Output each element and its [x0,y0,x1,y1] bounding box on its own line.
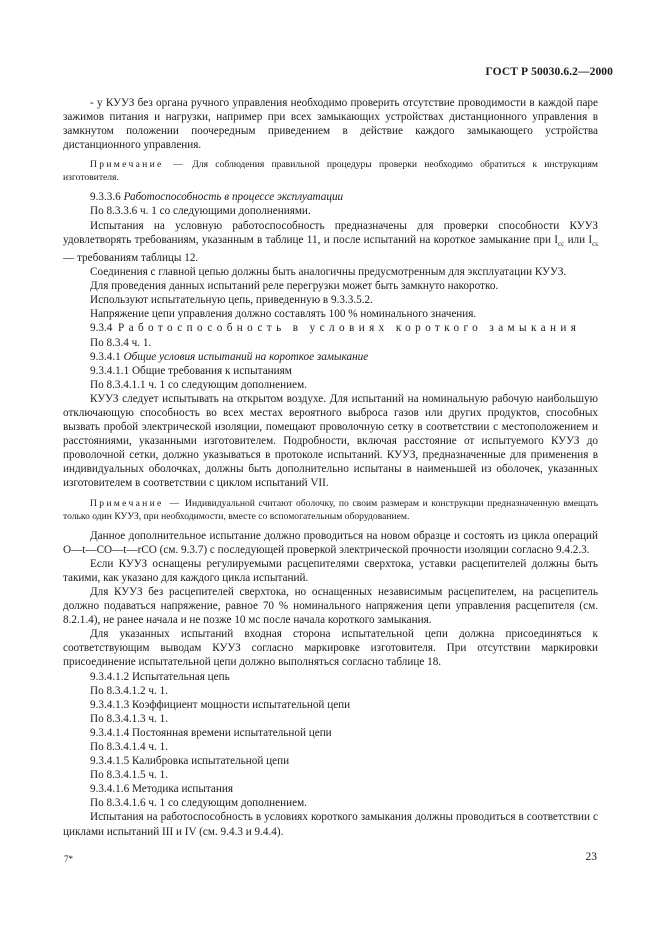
text-run: — требованиям таблицы 12. [63,251,199,264]
paragraph: 9.3.4.1.3 Коэффициент мощности испытательной цепи [90,698,351,711]
paragraph: Испытания на работоспособность в условиях короткого замыкания должны проводиться в соответствии с циклами испытаний III и IV (см. 9.4.3 и 9.4.4). [63,811,598,838]
paragraph: 9.3.4.1.2 Испытательная цепь [90,670,230,683]
paragraph: Если КУУЗ оснащены регулируемыми расцепителями сверхтока, уставки расцепителей должны быть такими, как указано для каждого цикла испытаний. [63,557,598,584]
section-title: Общие условия испытаний на короткое замыкание [123,350,369,363]
paragraph: По 8.3.4.1.2 ч. 1. [90,684,169,697]
section-number: 9.3.4 [90,322,113,335]
paragraph: 9.3.4.1.1 Общие требования к испытаниям [90,364,292,377]
paragraph: По 8.3.4 ч. 1. [90,336,152,349]
paragraph: По 8.3.4.1.3 ч. 1. [90,712,169,725]
section-heading [63,321,598,335]
paragraph: 9.3.4.1.5 Калибровка испытательной цепи [90,755,290,768]
paragraph: 9.3.4.1.6 Методика испытания [90,783,234,796]
paragraph: Напряжение цепи управления должно составлять 100 % номинального значения. [90,308,477,321]
paragraph: По 8.3.4.1.5 ч. 1. [90,769,169,782]
paragraph [63,219,598,266]
note-label: Примечание — [90,159,186,171]
section-title: Работоспособность в условиях короткого замыкания [117,322,581,335]
section-number: 9.3.3.6 [90,191,121,204]
text-run: или I [567,233,593,246]
paragraph: Соединения с главной цепью должны быть аналогичны предусмотренным для эксплуатации КУУЗ. [90,266,567,279]
paragraph: Данное дополнительное испытание должно проводиться на новом образце и состоять из цикла операций O—t—CO—t—rCO (см. 9.3.7) с последующей проверкой электрической прочности изоляции согласно 9.4.2.3. [63,529,598,556]
document-id: ГОСТ Р 50030.6.2—2000 [485,66,613,78]
page-body [63,96,598,839]
subscript: cc [558,239,565,248]
section-heading [63,190,598,204]
page-number: 23 [585,851,597,863]
section-heading [63,350,598,364]
paragraph: - у КУУЗ без органа ручного управления необходимо проверить отсутствие проводимости в каждой паре зажимов питания и нагрузки, например при всех замыкающих устройствах дистанционного управления в замкнутом положении поочередным приведением в действие каждого замыкающего устройства дистанционного управления. [63,97,598,152]
subscript: cs [592,239,599,248]
paragraph: Используют испытательную цепь, приведенную в 9.3.3.5.2. [90,294,373,307]
note [63,158,598,184]
note [63,497,598,523]
section-number: 9.3.4.1 [90,350,121,363]
text-run: Испытания на условную работоспособность предназначены для проверки способности КУУЗ удовлетворять требованиям, указанным в таблице 11, и после испытаний на короткое замыкание при I [63,219,598,246]
paragraph: Для проведения данных испытаний реле перегрузки может быть замкнуто накоротко. [90,280,499,293]
paragraph: Для указанных испытаний входная сторона испытательной цепи должна присоединяться к соответствующим выводам КУУЗ согласно маркировке изготовителя. При отсутствии маркировки присоединение испытательной цепи должно выполняться согласно таблице 18. [63,628,598,669]
note-text: Индивидуальной считают оболочку, по своим размерам и конструкции предназначенную вмещать только один КУУЗ, при необходимости, вместе со вспомогательным оборудованием. [63,497,598,522]
paragraph: Для КУУЗ без расцепителей сверхтока, но оснащенных независимым расцепителем, на расцепитель должно подаваться напряжение, равное 70 % номинального напряжения цепи управления расцепителя (см. 8.2.1.4), не ранее начала и не позже 10 мс после начала короткого замыкания. [63,585,598,627]
paragraph: По 8.3.4.1.4 ч. 1. [90,740,169,753]
paragraph: КУУЗ следует испытывать на открытом воздухе. Для испытаний на номинальную рабочую наибольшую отключающую способность во всех местах вероятного выброса газов или других продуктов, способных вызвать пробой электрической изоляции, помещают проволочную сетку в соответствии с местоположением и расстояниями, указанными изготовителем. Подробности, включая расстояние от испытуемого КУУЗ до проволочной сетки, должно указываться в протоколе испытаний. КУУЗ, предназначенные для применения в индивидуальных оболочках, должны быть дополнительно испытаны в наименьшей из оболочек, указанных изготовителем в соответствии с циклом испытаний VII. [63,392,598,490]
note-text: Для соблюдения правильной процедуры проверки необходимо обратиться к инструкциям изготовителя. [63,159,598,184]
paragraph: По 8.3.4.1.6 ч. 1 со следующим дополнением. [90,797,307,810]
signature-mark: 7* [64,854,73,864]
paragraph: 9.3.4.1.4 Постоянная времени испытательной цепи [90,726,332,739]
section-title: Работоспособность в процессе эксплуатации [123,191,344,204]
paragraph: По 8.3.4.1.1 ч. 1 со следующим дополнением. [90,378,307,391]
note-label: Примечание — [90,497,182,509]
paragraph: По 8.3.3.6 ч. 1 со следующими дополнениями. [90,205,311,218]
